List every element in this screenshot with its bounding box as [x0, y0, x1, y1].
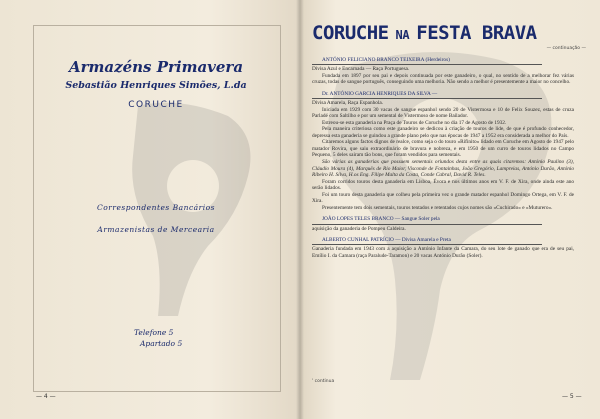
- page-number-left: — 4 —: [36, 393, 56, 400]
- article-body: [312, 55, 574, 260]
- entry-name: ANTÓNIO FELICIANO BRANCO TEIXEIRA (Herdeiros): [322, 57, 450, 63]
- owner-name: Sebastião Henriques Simões, L.da: [65, 80, 247, 91]
- entry-name: ALBERTO CUNHAL PATRÍCIO — Divisa Amarela e Preta: [322, 237, 451, 244]
- entry-paragraph: Fundada em 1897 por seu pai e depois continuada por este ganadeiro, o qual, no sentido de a melhorar fez várias cruzas, todas de sangue português, conseguindo uma melhoria. Não sendo a melhor é presentemente a maior no concelho.: [312, 72, 574, 86]
- entry-paragraph: Iniciada em 1929 com 30 vacas de sangue espanhol sendo 20 de Vistermosa e 10 de Felix Souzez, estas de cruza Parladé com Saltilho e por um semental de Vistermoso de nome Bailador.: [312, 106, 574, 120]
- name-underline: [312, 98, 542, 99]
- name-underline: [312, 224, 542, 225]
- company-name: Armazéns Primavera: [68, 58, 244, 76]
- activity-banking: Correspondentes Bancários: [97, 203, 215, 212]
- title-na: NA: [388, 28, 417, 42]
- entry-paragraph: Divisa Amarela, Raça Espanhola.: [312, 100, 384, 107]
- entry-paragraph: São várias as ganaderias que possuem sementais oriundos desta entre as quais citaremos: António Paulino (3), Cláudio Moura (4), Marquês de Rio Maior, Visconde de Fontainhas, João Gregório, Lampreias, António Durão, António Ribeiro H. Silva, H.os Eng. Filipe Malta da Costa, Conde Cabral, David R. Teles.: [312, 159, 574, 179]
- page-title: [312, 22, 537, 44]
- entry-name: JOÃO LOPES TELES BRANCO — Sangue Soler pela: [322, 216, 440, 223]
- entry-paragraph: Divisa Azul e Encarnada — Raça Portuguesa.: [312, 66, 410, 73]
- phone-line: Telefone 5: [134, 328, 174, 337]
- entry-name: Dr. ANTÓNIO GARCIA HENRIQUES DA SILVA —: [322, 90, 438, 97]
- title-festa-brava: FESTA BRAVA: [416, 22, 537, 44]
- entry-paragraph: Foram corridos touros desta ganaderia em Lisboa, Évora e nos últimos anos em V. F. de Xira, onde ainda este ano serão lidados.: [312, 178, 574, 192]
- entry-paragraph: Presentemente tem dois sementais, touros tentados e retentados cujos nomes são «Cuchirado» e «Muturero».: [322, 204, 553, 211]
- title-coruche: CORUCHE: [312, 22, 389, 44]
- pobox-line: Apartado 5: [140, 339, 183, 348]
- town-name: CORUCHE: [128, 100, 184, 110]
- name-underline: [312, 64, 542, 65]
- entry-paragraph: Pela maneira criteriosa como este ganadeiro se dedicou à criação de touros de lide, de que é profundo conhecedor, depressa esta ganaderia se guindou a grande plano pelo que nas épocas de 1947 a 1952 era considerada a melhor do País.: [312, 126, 574, 139]
- entry-paragraph: Estreou-se esta ganaderia na Praça de Touros de Coruche no dia 17 de Agosto de 1932.: [322, 119, 507, 126]
- entry-paragraph: Ganaderia fundada em 1943 com a aquisição a António Infante da Camara, do seu lote de ganado que era de seu pai, Emílio I. da Camara (raça Paralude-Taramon) e 20 vacas António Durão (Soler).: [312, 246, 574, 259]
- continuation-bottom: ' continua: [312, 379, 335, 384]
- book-gutter: [296, 0, 304, 419]
- activity-grocery: Armazenistas de Mercearia: [97, 225, 215, 234]
- entry-paragraph: Foi um touro desta ganaderia que colheu pela primeira vez o grande matador espanhol Domingo Ortega, em V. F. de Xira.: [312, 191, 574, 205]
- continuation-top: — continuação —: [546, 46, 586, 51]
- entry-paragraph: Citaremos alguns factos dignos de realce, como seja o do touro «Rifinito» lidado em Coruche em Agosto de 1947 pelo matador Rovira, que saiu extraordinário de bravura e nobreza, e em 1950 de um curro de touros lidados no Campo Pequeno, 5 deles sairam tão bons, que foram vendidos para sementais.: [312, 139, 574, 159]
- page-number-right: — 5 —: [562, 393, 582, 400]
- right-page: [300, 0, 600, 419]
- entry-paragraph: aquisição da ganaderia de Pompeu Caldeira.: [312, 225, 406, 232]
